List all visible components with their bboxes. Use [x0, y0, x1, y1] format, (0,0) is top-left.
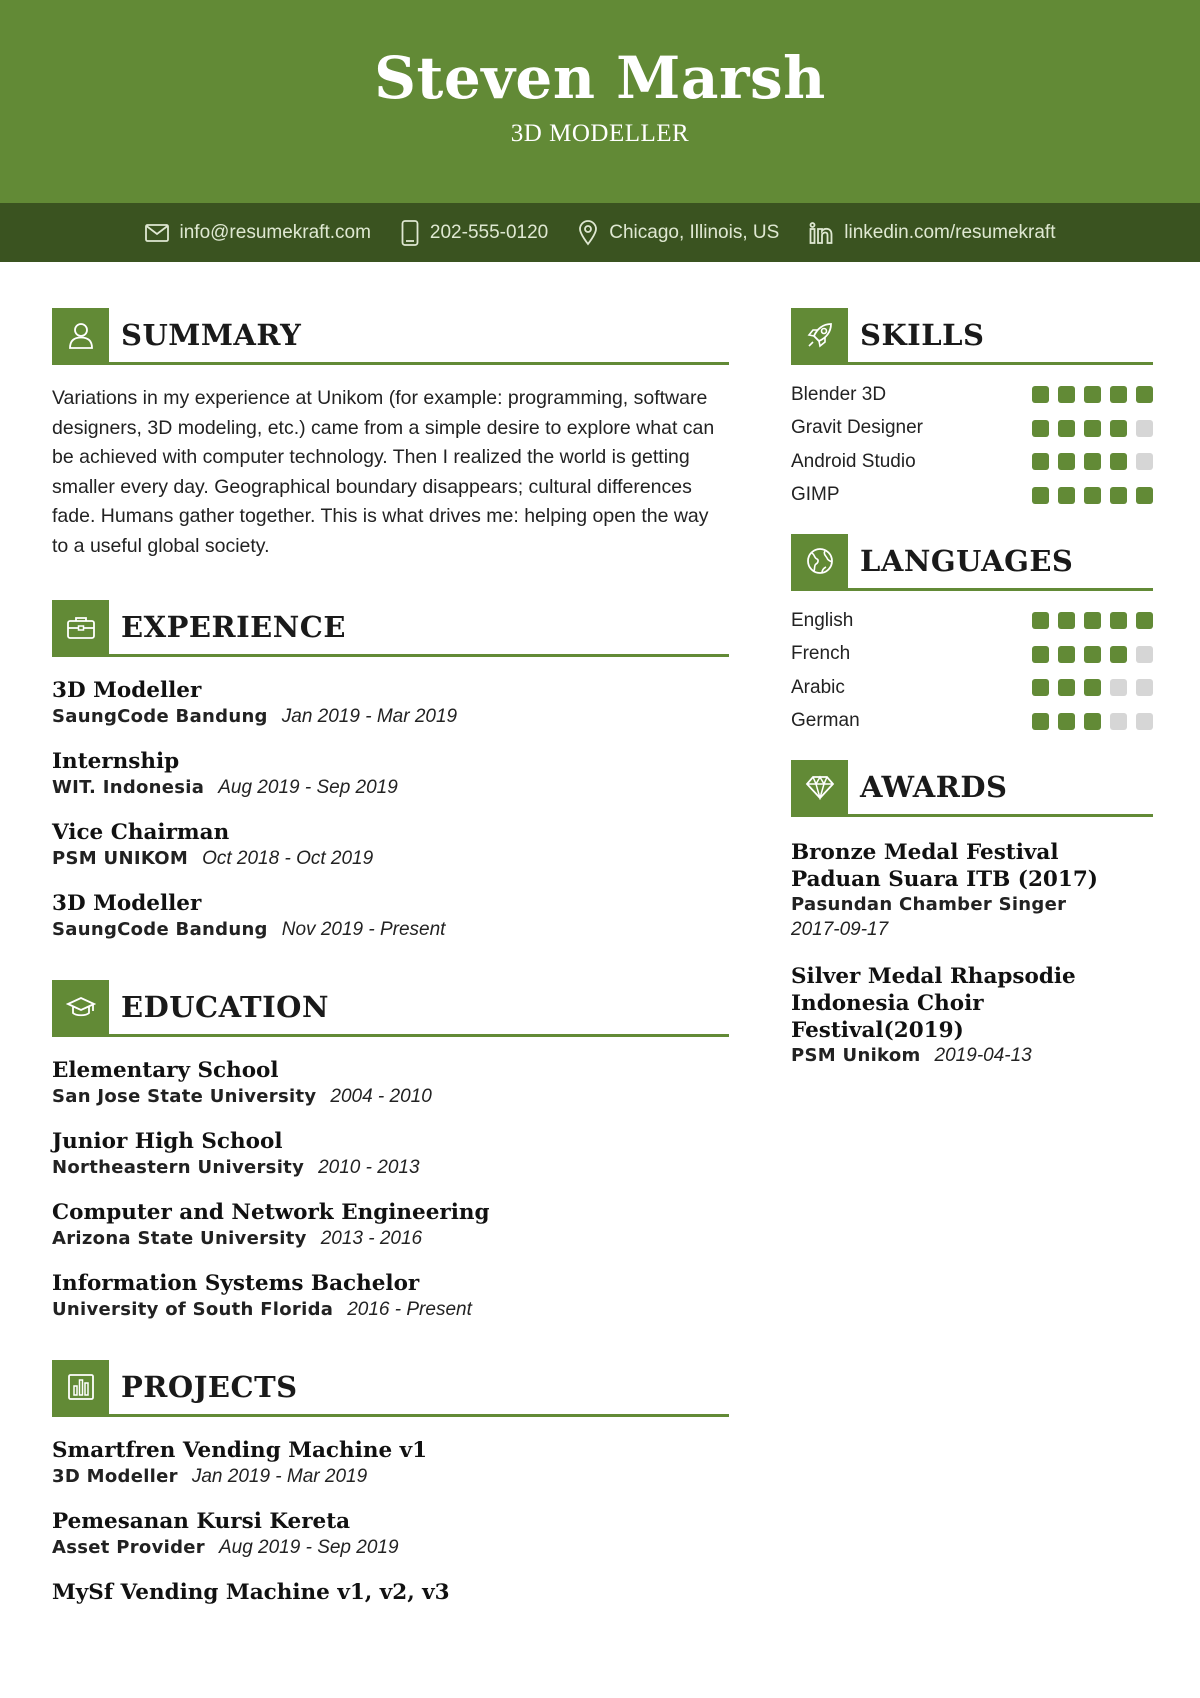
resume-header — [0, 0, 1200, 203]
skill-row — [791, 412, 1153, 446]
experience-heading — [52, 600, 729, 657]
rating-dot-filled — [1058, 487, 1075, 504]
education-dates: 2010 - 2013 — [318, 1157, 420, 1178]
languages-list — [791, 604, 1153, 738]
summary-icon-box — [52, 308, 109, 362]
contact-phone[interactable] — [401, 220, 548, 246]
award-entry — [791, 839, 1153, 941]
rating-dot-empty — [1136, 679, 1153, 696]
rating-dot-filled — [1032, 487, 1049, 504]
education-degree: Junior High School — [52, 1129, 283, 1154]
rating-dot-filled — [1058, 713, 1075, 730]
contact-location — [578, 220, 779, 246]
rating-dot-filled — [1084, 679, 1101, 696]
skills-title: SKILLS — [860, 318, 985, 352]
rating-dot-filled — [1084, 453, 1101, 470]
rating-dot-filled — [1136, 612, 1153, 629]
experience-company: WIT. Indonesia — [52, 777, 205, 798]
education-school: San Jose State University — [52, 1086, 317, 1107]
experience-role: 3D Modeller — [52, 891, 202, 916]
project-entry — [52, 1438, 729, 1488]
summary-heading — [52, 308, 729, 365]
rating-dot-empty — [1136, 713, 1153, 730]
experience-entry — [52, 749, 729, 799]
skill-name: GIMP — [791, 484, 840, 506]
rating-dot-filled — [1136, 487, 1153, 504]
job-title: 3D MODELLER — [510, 120, 690, 147]
skill-name: Android Studio — [791, 450, 916, 472]
skill-row — [791, 479, 1153, 513]
rating-dot-filled — [1084, 612, 1101, 629]
education-entry — [52, 1200, 729, 1250]
award-date: 2017-09-17 — [791, 919, 889, 940]
education-dates: 2013 - 2016 — [320, 1228, 423, 1249]
phone-icon — [401, 220, 419, 246]
briefcase-icon — [66, 614, 96, 640]
skill-rating — [1023, 453, 1153, 470]
award-organization: PSM Unikom — [791, 1045, 921, 1066]
linkedin-text: linkedin.com/resumekraft — [844, 221, 1056, 243]
language-row — [791, 638, 1153, 672]
award-organization: Pasundan Chamber Singer — [791, 894, 1067, 915]
bar-chart-icon — [67, 1373, 95, 1401]
skill-rating — [1023, 386, 1153, 403]
experience-entry — [52, 678, 729, 728]
awards-list — [791, 839, 1153, 1067]
user-icon — [66, 320, 96, 350]
languages-heading — [791, 534, 1153, 591]
summary-text: Variations in my experience at Unikom (for example: programming, software designers, 3D modeling, etc.) came from a simple desire to explore what can be achieved with computer technology. Then I realized the world is getting smaller every day. Geographical boundary disappears; cultural differences fade. Humans gather together. This is what drives me: helping open the way to a useful global society. — [52, 387, 715, 557]
experience-entry — [52, 820, 729, 870]
contact-linkedin[interactable] — [809, 222, 1055, 244]
rating-dot-filled — [1110, 612, 1127, 629]
education-icon-box — [52, 980, 109, 1034]
rating-dot-filled — [1032, 386, 1049, 403]
rating-dot-filled — [1058, 453, 1075, 470]
education-entry — [52, 1271, 729, 1321]
education-degree: Computer and Network Engineering — [52, 1200, 490, 1225]
rating-dot-filled — [1084, 487, 1101, 504]
contact-email[interactable] — [145, 222, 371, 244]
language-name: Arabic — [791, 676, 845, 698]
education-dates: 2016 - Present — [347, 1299, 472, 1320]
rating-dot-filled — [1032, 420, 1049, 437]
candidate-name: Steven Marsh — [374, 44, 826, 112]
summary-title: SUMMARY — [121, 318, 302, 352]
projects-icon-box — [52, 1360, 109, 1414]
rating-dot-filled — [1084, 420, 1101, 437]
project-dates: Jan 2019 - Mar 2019 — [191, 1466, 368, 1487]
award-date: 2019-04-13 — [934, 1045, 1032, 1066]
experience-company: PSM UNIKOM — [52, 848, 189, 869]
award-title: Silver Medal Rhapsodie Indonesia Choir Festival(2019) — [791, 964, 1076, 1043]
experience-dates: Jan 2019 - Mar 2019 — [281, 706, 458, 727]
projects-title: PROJECTS — [121, 1370, 298, 1404]
rating-dot-filled — [1032, 612, 1049, 629]
education-title: EDUCATION — [121, 990, 329, 1024]
rating-dot-filled — [1058, 612, 1075, 629]
rating-dot-filled — [1058, 386, 1075, 403]
skill-name: Gravit Designer — [791, 417, 923, 439]
languages-title: LANGUAGES — [860, 544, 1074, 578]
language-rating — [1023, 612, 1153, 629]
location-text: Chicago, Illinois, US — [609, 221, 780, 243]
skill-row — [791, 445, 1153, 479]
education-list — [52, 1058, 729, 1321]
diamond-icon — [805, 774, 835, 800]
skill-rating — [1023, 420, 1153, 437]
project-dates: Aug 2019 - Sep 2019 — [218, 1537, 399, 1558]
awards-icon-box — [791, 760, 848, 814]
education-heading — [52, 980, 729, 1037]
rating-dot-empty — [1110, 679, 1127, 696]
language-name: German — [791, 710, 860, 732]
rating-dot-empty — [1136, 646, 1153, 663]
project-name: MySf Vending Machine v1, v2, v3 — [52, 1580, 450, 1605]
rating-dot-filled — [1110, 453, 1127, 470]
project-name: Smartfren Vending Machine v1 — [52, 1438, 428, 1463]
rating-dot-filled — [1032, 679, 1049, 696]
education-dates: 2004 - 2010 — [330, 1086, 432, 1107]
project-entry — [52, 1580, 729, 1606]
education-degree: Information Systems Bachelor — [52, 1271, 420, 1296]
language-name: English — [791, 609, 854, 631]
globe-icon — [805, 546, 835, 576]
experience-role: Internship — [52, 749, 180, 774]
rating-dot-empty — [1136, 453, 1153, 470]
project-entry — [52, 1509, 729, 1559]
language-name: French — [791, 643, 851, 665]
right-column — [791, 308, 1153, 1067]
phone-text: 202-555-0120 — [429, 221, 549, 243]
experience-entry — [52, 891, 729, 941]
awards-title: AWARDS — [860, 770, 1008, 804]
education-entry — [52, 1129, 729, 1179]
experience-role: Vice Chairman — [52, 820, 230, 845]
projects-heading — [52, 1360, 729, 1417]
rating-dot-filled — [1084, 713, 1101, 730]
rating-dot-filled — [1084, 386, 1101, 403]
skills-heading — [791, 308, 1153, 365]
language-rating — [1023, 713, 1153, 730]
rocket-icon — [805, 320, 835, 350]
rating-dot-filled — [1032, 646, 1049, 663]
languages-icon-box — [791, 534, 848, 588]
education-school: Arizona State University — [52, 1228, 307, 1249]
project-role: 3D Modeller — [52, 1466, 178, 1487]
skills-icon-box — [791, 308, 848, 362]
education-school: Northeastern University — [52, 1157, 305, 1178]
experience-icon-box — [52, 600, 109, 654]
linkedin-icon — [809, 222, 833, 244]
award-title: Bronze Medal Festival Paduan Suara ITB (2017) — [791, 840, 1098, 892]
rating-dot-filled — [1032, 713, 1049, 730]
rating-dot-filled — [1110, 646, 1127, 663]
education-school: University of South Florida — [52, 1299, 334, 1320]
rating-dot-filled — [1110, 386, 1127, 403]
experience-role: 3D Modeller — [52, 678, 202, 703]
education-degree: Elementary School — [52, 1058, 279, 1083]
awards-heading — [791, 760, 1153, 817]
skills-list — [791, 378, 1153, 512]
project-name: Pemesanan Kursi Kereta — [52, 1509, 351, 1534]
experience-dates: Nov 2019 - Present — [281, 919, 446, 940]
rating-dot-filled — [1084, 646, 1101, 663]
contact-bar — [0, 203, 1200, 262]
language-rating — [1023, 646, 1153, 663]
rating-dot-filled — [1058, 646, 1075, 663]
envelope-icon — [145, 224, 169, 242]
experience-company: SaungCode Bandung — [52, 706, 268, 727]
rating-dot-filled — [1032, 453, 1049, 470]
skill-name: Blender 3D — [791, 383, 887, 405]
rating-dot-filled — [1058, 679, 1075, 696]
experience-company: SaungCode Bandung — [52, 919, 268, 940]
left-column — [52, 308, 729, 1606]
language-rating — [1023, 679, 1153, 696]
language-row — [791, 604, 1153, 638]
graduation-cap-icon — [66, 994, 96, 1020]
project-role: Asset Provider — [52, 1537, 205, 1558]
rating-dot-filled — [1058, 420, 1075, 437]
education-entry — [52, 1058, 729, 1108]
rating-dot-filled — [1136, 386, 1153, 403]
experience-dates: Oct 2018 - Oct 2019 — [202, 848, 374, 869]
location-pin-icon — [578, 220, 598, 246]
experience-dates: Aug 2019 - Sep 2019 — [218, 777, 398, 798]
experience-list — [52, 678, 729, 941]
skill-rating — [1023, 487, 1153, 504]
experience-title: EXPERIENCE — [121, 610, 346, 644]
projects-list — [52, 1438, 729, 1606]
rating-dot-empty — [1110, 713, 1127, 730]
rating-dot-empty — [1136, 420, 1153, 437]
language-row — [791, 705, 1153, 739]
rating-dot-filled — [1110, 487, 1127, 504]
skill-row — [791, 378, 1153, 412]
award-entry — [791, 963, 1153, 1067]
rating-dot-filled — [1110, 420, 1127, 437]
email-text: info@resumekraft.com — [179, 221, 371, 243]
language-row — [791, 671, 1153, 705]
